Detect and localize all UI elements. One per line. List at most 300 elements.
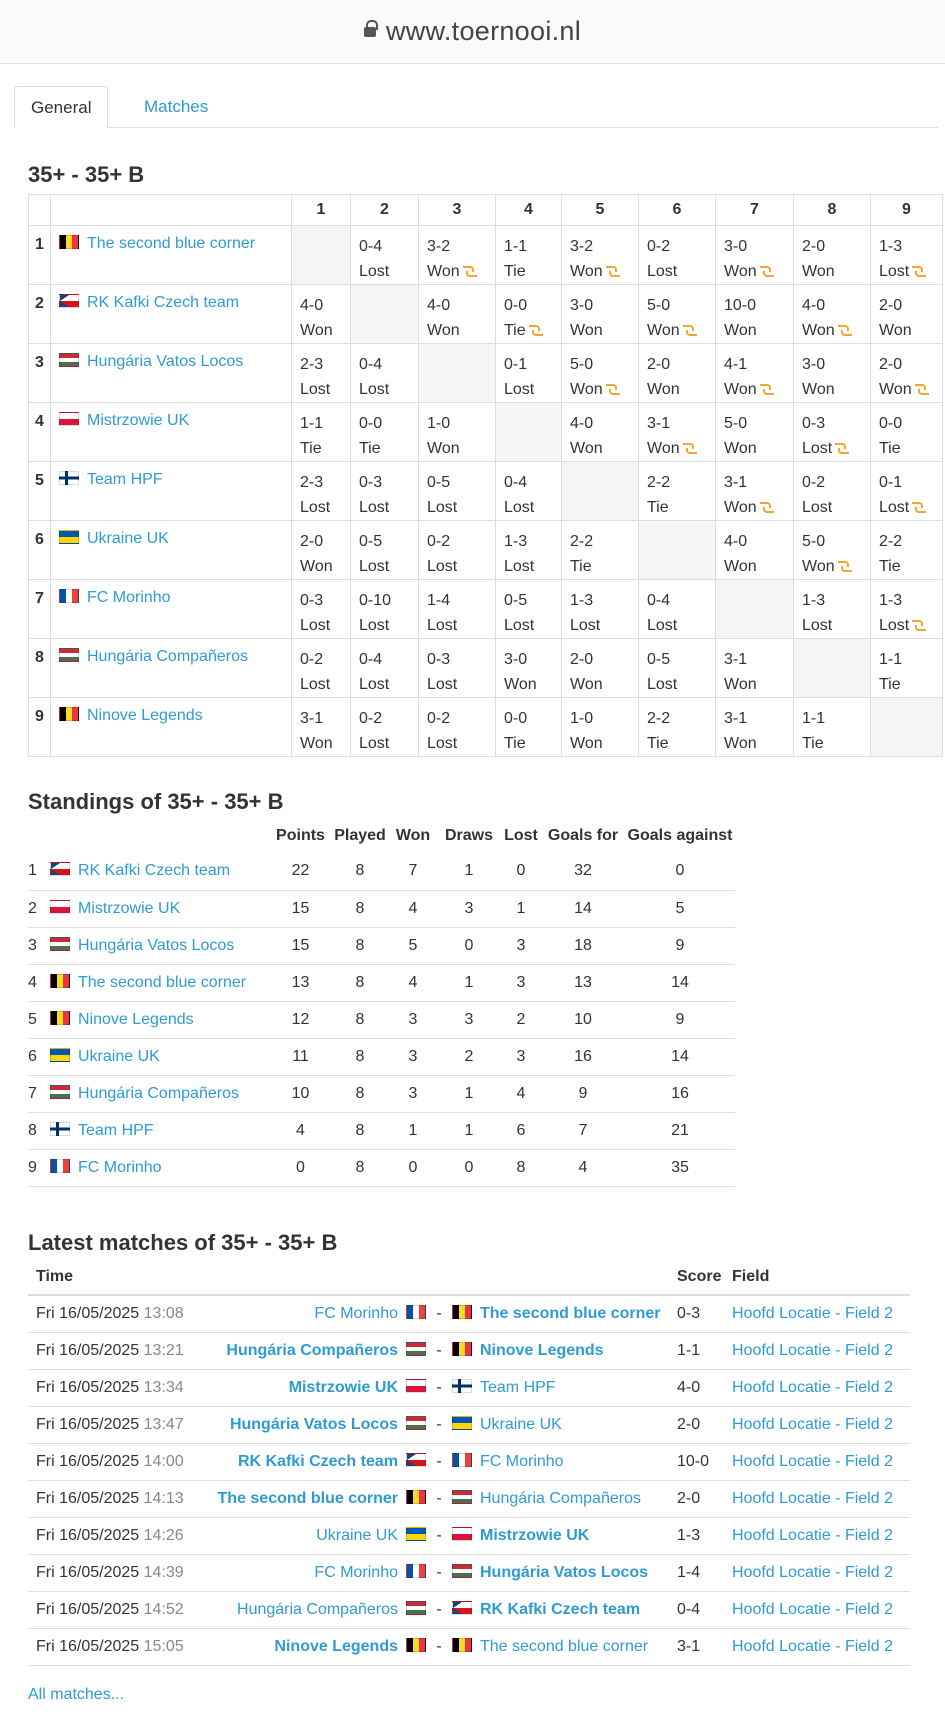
standings-team[interactable] — [50, 927, 270, 964]
matrix-result-cell[interactable] — [794, 226, 871, 285]
match-score: 2-3 — [300, 474, 324, 491]
match-score: 0-0 — [504, 710, 528, 727]
away-team-link[interactable]: Team HPF — [480, 1378, 556, 1396]
matrix-result-cell[interactable] — [794, 344, 871, 403]
match-result-label: Lost — [300, 617, 331, 634]
team-link[interactable]: Hungária Compañeros — [87, 648, 248, 665]
match-result — [300, 436, 350, 461]
away-team-link[interactable]: RK Kafki Czech team — [480, 1600, 641, 1618]
standings-value: 4 — [501, 1075, 541, 1112]
match-result — [300, 318, 350, 343]
matrix-result-cell[interactable] — [292, 698, 351, 757]
home-team-link[interactable]: FC Morinho — [314, 1304, 398, 1322]
tab-matches[interactable]: Matches — [144, 97, 209, 116]
matrix-result-cell[interactable] — [351, 521, 419, 580]
home-team-link[interactable]: FC Morinho — [314, 1563, 398, 1581]
matrix-result-cell[interactable] — [496, 521, 562, 580]
standings-value: 14 — [541, 890, 625, 927]
group-title: 35+ - 35+ B — [28, 162, 145, 187]
match-row[interactable] — [28, 1591, 910, 1628]
match-clock: 13:08 — [143, 1304, 184, 1322]
match-score: 2-0 — [570, 651, 594, 668]
match-result-label: Won — [802, 263, 835, 280]
matrix-result-cell[interactable] — [496, 462, 562, 521]
standings-value: 1 — [437, 853, 501, 890]
match-result — [359, 613, 418, 638]
standings-value: 1 — [437, 1112, 501, 1149]
match-result-label: Won — [724, 322, 757, 339]
match-score: 2-2 — [647, 474, 671, 491]
standings-value: 0 — [625, 853, 735, 890]
match-home[interactable] — [204, 1591, 426, 1628]
standings-team[interactable] — [50, 1038, 270, 1075]
match-date: Fri 16/05/2025 — [36, 1415, 140, 1433]
match-result — [570, 318, 638, 343]
standings-value: 11 — [270, 1038, 331, 1075]
standings-value: 6 — [501, 1112, 541, 1149]
matrix-team[interactable] — [51, 285, 292, 344]
match-away[interactable] — [452, 1517, 677, 1554]
matrix-result-cell[interactable] — [292, 580, 351, 639]
match-score: 0-3 — [677, 1295, 732, 1332]
match-away[interactable] — [452, 1480, 677, 1517]
field-link[interactable]: Hoofd Locatie - Field 2 — [732, 1628, 910, 1665]
match-row[interactable] — [28, 1406, 910, 1443]
home-team-link[interactable]: Hungária Compañeros — [237, 1600, 398, 1618]
match-result-label: Lost — [427, 558, 458, 575]
field-link[interactable]: Hoofd Locatie - Field 2 — [732, 1591, 910, 1628]
matrix-result-cell[interactable] — [562, 698, 639, 757]
matrix-result-cell[interactable] — [496, 344, 562, 403]
standings-value: 0 — [437, 927, 501, 964]
match-score: 3-1 — [724, 651, 748, 668]
match-away[interactable] — [452, 1332, 677, 1369]
team-link[interactable]: FC Morinho — [87, 589, 171, 606]
match-result-label: Lost — [802, 617, 833, 634]
matrix-col-2: 2 — [351, 195, 419, 226]
match-result — [724, 495, 793, 520]
home-team-link[interactable]: Ukraine UK — [316, 1526, 398, 1544]
flag-fr-icon — [50, 1159, 70, 1173]
matrix-result-cell[interactable] — [562, 580, 639, 639]
match-home[interactable] — [204, 1295, 426, 1332]
standings-value: 1 — [437, 964, 501, 1001]
matrix-team[interactable] — [51, 344, 292, 403]
match-result-label: Won — [504, 676, 537, 693]
matrix-result-cell[interactable] — [639, 698, 716, 757]
match-result — [647, 377, 715, 402]
match-result-label: Lost — [570, 617, 601, 634]
latest-matches-table — [28, 1259, 910, 1666]
home-team-link[interactable]: Hungária Compañeros — [226, 1341, 398, 1359]
matrix-result-cell[interactable] — [419, 580, 496, 639]
match-date: Fri 16/05/2025 — [36, 1341, 140, 1359]
away-team-link[interactable]: FC Morinho — [480, 1452, 564, 1470]
team-link[interactable]: Hungária Compañeros — [78, 1084, 239, 1102]
matrix-result-cell[interactable] — [562, 226, 639, 285]
matrix-result-cell[interactable] — [716, 226, 794, 285]
matrix-row — [29, 285, 943, 344]
field-link[interactable]: Hoofd Locatie - Field 2 — [732, 1480, 910, 1517]
match-time — [28, 1517, 204, 1554]
match-score: 3-0 — [504, 651, 528, 668]
match-away[interactable] — [452, 1369, 677, 1406]
matrix-result-cell[interactable] — [639, 403, 716, 462]
standings-value: 0 — [437, 1149, 501, 1186]
match-result — [427, 672, 495, 697]
matrix-result-cell[interactable] — [292, 344, 351, 403]
match-result-label: Won — [647, 322, 680, 339]
matrix-result-cell[interactable] — [871, 639, 943, 698]
field-link[interactable]: Hoofd Locatie - Field 2 — [732, 1443, 910, 1480]
matrix-col-9: 9 — [871, 195, 943, 226]
team-link[interactable]: Mistrzowie UK — [78, 899, 181, 917]
matrix-result-cell[interactable] — [562, 639, 639, 698]
match-away[interactable] — [452, 1406, 677, 1443]
matrix-result-cell[interactable] — [639, 226, 716, 285]
flag-be-icon — [452, 1305, 472, 1319]
flag-fi-icon — [452, 1379, 472, 1393]
standings-team[interactable] — [50, 1112, 270, 1149]
away-team-link[interactable]: Ninove Legends — [480, 1341, 604, 1359]
match-result — [802, 613, 870, 638]
match-away[interactable] — [452, 1295, 677, 1332]
matrix-row — [29, 521, 943, 580]
team-link[interactable]: Ninove Legends — [87, 707, 203, 724]
matrix-team[interactable] — [51, 226, 292, 285]
flag-hu-icon — [50, 937, 70, 951]
matrix-rank: 9 — [29, 698, 51, 757]
matrix-result-cell[interactable] — [716, 462, 794, 521]
matrix-result-cell[interactable] — [419, 639, 496, 698]
match-score: 5-0 — [647, 297, 671, 314]
home-team-link[interactable]: RK Kafki Czech team — [237, 1452, 398, 1470]
standings-value: 0 — [501, 853, 541, 890]
matrix-result-cell[interactable] — [871, 403, 943, 462]
matrix-result-cell[interactable] — [794, 521, 871, 580]
match-row[interactable] — [28, 1443, 910, 1480]
match-home[interactable] — [204, 1369, 426, 1406]
match-home[interactable] — [204, 1480, 426, 1517]
field-link[interactable]: Hoofd Locatie - Field 2 — [732, 1332, 910, 1369]
all-matches-link[interactable]: All matches... — [28, 1686, 125, 1703]
match-result — [359, 731, 418, 756]
match-score: 0-2 — [802, 474, 826, 491]
matrix-result-cell[interactable] — [562, 403, 639, 462]
match-result — [427, 436, 495, 461]
matrix-result-cell[interactable] — [562, 344, 639, 403]
match-score: 0-4 — [359, 651, 383, 668]
team-link[interactable]: Team HPF — [87, 471, 163, 488]
match-score: 2-2 — [570, 533, 594, 550]
matrix-result-cell[interactable] — [794, 698, 871, 757]
flag-fr-icon — [59, 589, 79, 603]
matrix-result-cell[interactable] — [871, 462, 943, 521]
matrix-team[interactable] — [51, 698, 292, 757]
matrix-result-cell[interactable] — [351, 580, 419, 639]
matrix-result-cell[interactable] — [639, 285, 716, 344]
standings-value: 5 — [625, 890, 735, 927]
match-away[interactable] — [452, 1554, 677, 1591]
matrix-result-cell[interactable] — [292, 285, 351, 344]
match-score: 1-3 — [504, 533, 528, 550]
away-team-link[interactable]: The second blue corner — [480, 1637, 649, 1655]
matrix-result-cell[interactable] — [716, 521, 794, 580]
standings-value: 18 — [541, 927, 625, 964]
latest-title: Latest matches of 35+ - 35+ B — [28, 1230, 338, 1255]
standings-header-col: Goals for — [547, 827, 619, 844]
team-link[interactable]: FC Morinho — [78, 1158, 162, 1176]
match-home[interactable] — [204, 1554, 426, 1591]
match-row[interactable] — [28, 1369, 910, 1406]
matrix-result-cell[interactable] — [871, 285, 943, 344]
standings-team[interactable] — [50, 1149, 270, 1186]
match-row[interactable] — [28, 1295, 910, 1332]
match-result — [427, 731, 495, 756]
matrix-result-cell[interactable] — [419, 462, 496, 521]
matrix-blank-cell — [292, 226, 351, 285]
team-link[interactable]: Mistrzowie UK — [87, 412, 190, 429]
team-link[interactable]: The second blue corner — [87, 235, 256, 252]
match-result — [724, 672, 793, 697]
matrix-blank-cell — [871, 698, 943, 757]
matrix-result-cell[interactable] — [639, 462, 716, 521]
away-team-link[interactable]: Hungária Vatos Locos — [480, 1563, 649, 1581]
matrix-result-cell[interactable] — [794, 285, 871, 344]
match-row[interactable] — [28, 1480, 910, 1517]
standings-row — [28, 964, 735, 1001]
matrix-col-1: 1 — [292, 195, 351, 226]
match-result-label: Won — [802, 558, 835, 575]
match-home[interactable] — [204, 1628, 426, 1665]
matrix-result-cell[interactable] — [716, 403, 794, 462]
matrix-result-cell[interactable] — [351, 462, 419, 521]
match-score: 1-1 — [677, 1332, 732, 1369]
match-result — [300, 613, 350, 638]
address-bar[interactable] — [0, 0, 945, 64]
matrix-result-cell[interactable] — [419, 285, 496, 344]
matrix-result-cell[interactable] — [794, 462, 871, 521]
match-result — [359, 672, 418, 697]
match-score: 1-4 — [427, 592, 451, 609]
match-score: 0-3 — [300, 592, 324, 609]
match-clock: 15:05 — [143, 1637, 184, 1655]
standings-team[interactable] — [50, 964, 270, 1001]
match-result — [504, 259, 561, 284]
match-score: 10-0 — [724, 297, 757, 314]
matrix-result-cell[interactable] — [639, 344, 716, 403]
matrix-blank-cell — [351, 285, 419, 344]
match-score: 2-0 — [879, 356, 903, 373]
standings-row — [28, 853, 735, 890]
standings-value: 8 — [331, 853, 389, 890]
standings-header-col: Lost — [504, 827, 538, 844]
tab-general[interactable]: General — [14, 86, 108, 129]
field-link[interactable]: Hoofd Locatie - Field 2 — [732, 1554, 910, 1591]
matrix-result-cell[interactable] — [562, 285, 639, 344]
match-result-label: Lost — [359, 735, 390, 752]
matrix-team[interactable] — [51, 639, 292, 698]
away-team-link[interactable]: Hungária Compañeros — [480, 1489, 641, 1507]
matrix-result-cell[interactable] — [716, 639, 794, 698]
match-result-label: Tie — [359, 440, 381, 457]
team-link[interactable]: Ukraine UK — [78, 1047, 160, 1065]
matrix-result-cell[interactable] — [419, 698, 496, 757]
team-link[interactable]: The second blue corner — [78, 973, 247, 991]
match-result — [879, 436, 942, 461]
matrix-result-cell[interactable] — [639, 580, 716, 639]
matrix-blank-cell — [794, 639, 871, 698]
home-team-link[interactable]: Mistrzowie UK — [288, 1378, 398, 1396]
match-result — [359, 377, 418, 402]
match-clock: 14:26 — [143, 1526, 184, 1544]
match-home[interactable] — [204, 1332, 426, 1369]
standings-rank: 2 — [28, 890, 50, 927]
matrix-result-cell[interactable] — [716, 285, 794, 344]
match-home[interactable] — [204, 1443, 426, 1480]
matrix-result-cell[interactable] — [351, 226, 419, 285]
matrix-result-cell[interactable] — [351, 639, 419, 698]
match-home[interactable] — [204, 1517, 426, 1554]
matrix-result-cell[interactable] — [716, 698, 794, 757]
away-team-link[interactable]: Ukraine UK — [480, 1415, 562, 1433]
match-score: 0-3 — [427, 651, 451, 668]
match-away[interactable] — [452, 1591, 677, 1628]
matrix-result-cell[interactable] — [871, 226, 943, 285]
matrix-result-cell[interactable] — [562, 521, 639, 580]
home-team-link[interactable]: The second blue corner — [217, 1489, 398, 1507]
matrix-result-cell[interactable] — [419, 521, 496, 580]
matrix-blank-cell — [716, 580, 794, 639]
matrix-result-cell[interactable] — [292, 639, 351, 698]
matrix-result-cell[interactable] — [496, 285, 562, 344]
matrix-result-cell[interactable] — [639, 639, 716, 698]
field-link[interactable]: Hoofd Locatie - Field 2 — [732, 1406, 910, 1443]
team-link[interactable]: Hungária Vatos Locos — [87, 353, 244, 370]
team-link[interactable]: RK Kafki Czech team — [78, 862, 231, 880]
matrix-rank: 4 — [29, 403, 51, 462]
matrix-result-cell[interactable] — [496, 639, 562, 698]
flag-ua-icon — [59, 530, 79, 544]
match-score: 1-1 — [504, 238, 528, 255]
field-link[interactable]: Hoofd Locatie - Field 2 — [732, 1369, 910, 1406]
match-result-label: Won — [724, 558, 757, 575]
match-result-label: Lost — [427, 617, 458, 634]
matrix-result-cell[interactable] — [794, 403, 871, 462]
standings-rank: 3 — [28, 927, 50, 964]
flag-pl-icon — [406, 1379, 426, 1393]
matrix-result-cell[interactable] — [351, 403, 419, 462]
matrix-result-cell[interactable] — [351, 344, 419, 403]
match-row[interactable] — [28, 1332, 910, 1369]
standings-value: 3 — [389, 1038, 437, 1075]
standings-value: 9 — [625, 1001, 735, 1038]
match-result — [570, 731, 638, 756]
matrix-col-7: 7 — [716, 195, 794, 226]
match-row[interactable] — [28, 1554, 910, 1591]
match-result — [300, 672, 350, 697]
matrix-result-cell[interactable] — [496, 226, 562, 285]
standings-team[interactable] — [50, 1075, 270, 1112]
match-score: 0-2 — [359, 710, 383, 727]
match-home[interactable] — [204, 1406, 426, 1443]
standings-value: 13 — [541, 964, 625, 1001]
standings-value: 15 — [270, 890, 331, 927]
matrix-result-cell[interactable] — [419, 226, 496, 285]
flag-ua-icon — [452, 1416, 472, 1430]
standings-rank: 4 — [28, 964, 50, 1001]
match-result-label: Lost — [300, 381, 331, 398]
matrix-result-cell[interactable] — [871, 344, 943, 403]
match-result-label: Tie — [504, 263, 526, 280]
match-result — [802, 259, 870, 284]
team-link[interactable]: Ukraine UK — [87, 530, 169, 547]
swap-icon — [835, 443, 848, 454]
match-result-label: Tie — [802, 735, 824, 752]
field-link[interactable]: Hoofd Locatie - Field 2 — [732, 1517, 910, 1554]
away-team-link[interactable]: Mistrzowie UK — [480, 1526, 590, 1544]
match-away[interactable] — [452, 1628, 677, 1665]
matrix-result-cell[interactable] — [794, 580, 871, 639]
match-time — [28, 1295, 204, 1332]
team-link[interactable]: Hungária Vatos Locos — [78, 936, 235, 954]
team-link[interactable]: Ninove Legends — [78, 1010, 194, 1028]
team-link[interactable]: RK Kafki Czech team — [87, 294, 240, 311]
matrix-result-cell[interactable] — [292, 521, 351, 580]
matrix-result-cell[interactable] — [419, 403, 496, 462]
match-row[interactable] — [28, 1517, 910, 1554]
team-link[interactable]: Team HPF — [78, 1121, 154, 1139]
match-score: 2-2 — [879, 533, 903, 550]
matrix-team[interactable] — [51, 462, 292, 521]
url-text: www.toernooi.nl — [385, 16, 582, 46]
match-away[interactable] — [452, 1443, 677, 1480]
match-result-label: Tie — [647, 499, 669, 516]
matrix-result-cell[interactable] — [871, 580, 943, 639]
swap-icon — [912, 620, 925, 631]
matrix-result-cell[interactable] — [716, 344, 794, 403]
standings-team[interactable] — [50, 853, 270, 890]
home-team-link[interactable]: Ninove Legends — [274, 1637, 398, 1655]
match-score: 3-1 — [724, 474, 748, 491]
matrix-result-cell[interactable] — [871, 521, 943, 580]
matrix-result-cell[interactable] — [496, 580, 562, 639]
matrix-result-cell[interactable] — [292, 403, 351, 462]
field-link[interactable]: Hoofd Locatie - Field 2 — [732, 1295, 910, 1332]
match-score: 0-4 — [677, 1591, 732, 1628]
match-result-label: Won — [427, 263, 460, 280]
match-row[interactable] — [28, 1628, 910, 1665]
standings-team[interactable] — [50, 890, 270, 927]
match-result — [359, 554, 418, 579]
flag-be-icon — [59, 707, 79, 721]
matrix-team[interactable] — [51, 580, 292, 639]
standings-value: 4 — [541, 1149, 625, 1186]
matrix-result-cell[interactable] — [292, 462, 351, 521]
matrix-team[interactable] — [51, 521, 292, 580]
away-team-link[interactable]: The second blue corner — [480, 1304, 661, 1322]
matrix-result-cell[interactable] — [351, 698, 419, 757]
matrix-team[interactable] — [51, 403, 292, 462]
home-team-link[interactable]: Hungária Vatos Locos — [229, 1415, 398, 1433]
standings-value: 5 — [389, 927, 437, 964]
matrix-result-cell[interactable] — [496, 698, 562, 757]
matrix-col-5: 5 — [562, 195, 639, 226]
matrix-blank-cell — [496, 403, 562, 462]
standings-team[interactable] — [50, 1001, 270, 1038]
match-clock: 13:34 — [143, 1378, 184, 1396]
match-score: 0-5 — [647, 651, 671, 668]
